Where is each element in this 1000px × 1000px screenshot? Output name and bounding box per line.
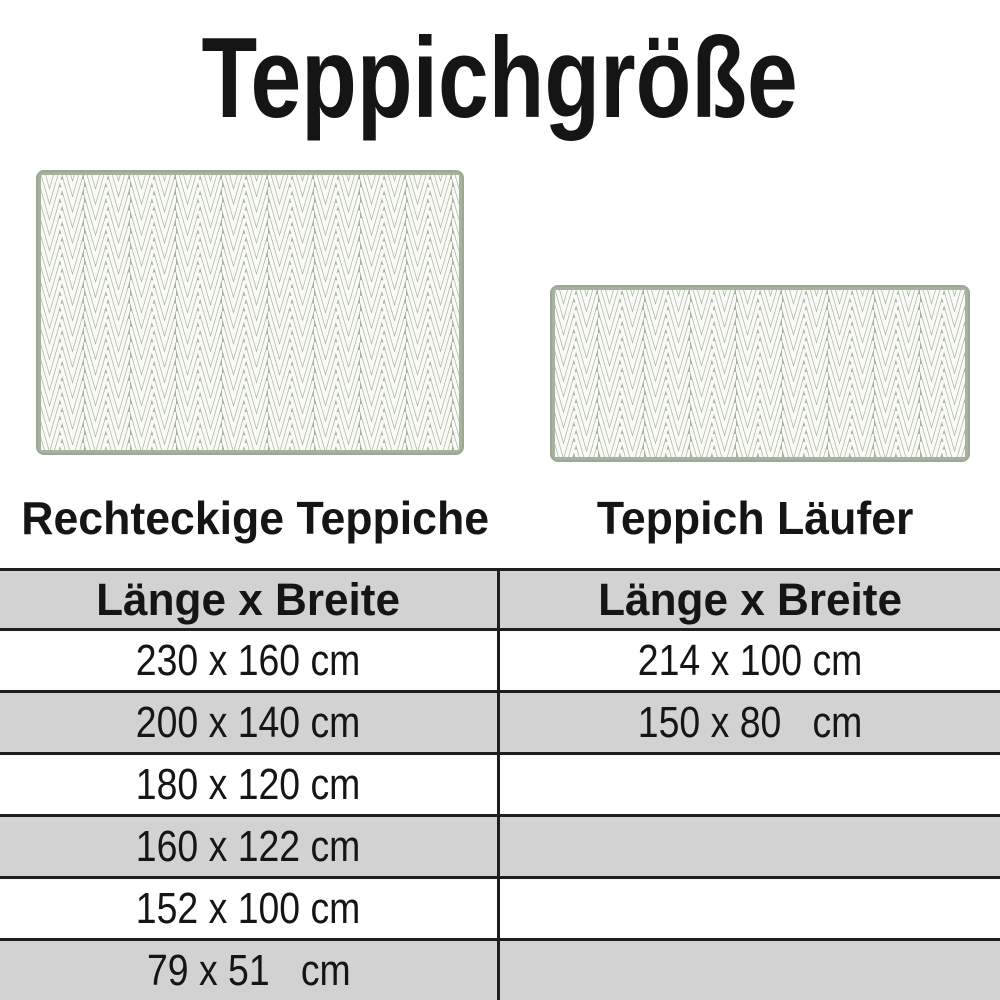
page-title xyxy=(0,0,1000,156)
size-cell xyxy=(500,693,1000,752)
header-cell-left xyxy=(0,571,500,628)
table-row xyxy=(0,752,1000,814)
table-row xyxy=(0,814,1000,876)
size-cell xyxy=(500,879,1000,938)
size-cell-text: 180 x 120 cm xyxy=(136,759,361,809)
size-cell-text: 152 x 100 cm xyxy=(136,883,361,933)
rug-label-rectangular xyxy=(0,488,510,548)
table-row xyxy=(0,628,1000,690)
size-cell-text: 214 x 100 cm xyxy=(637,635,863,685)
size-cell xyxy=(0,879,500,938)
header-cell-left-text: Länge x Breite xyxy=(96,573,401,625)
rug-label-runner-text: Teppich Läufer xyxy=(596,492,914,544)
size-cell-text: 230 x 160 cm xyxy=(136,635,361,685)
size-cell-text: 200 x 140 cm xyxy=(136,697,361,747)
header-cell-right xyxy=(500,571,1000,628)
rug-label-rectangular-text: Rechteckige Teppiche xyxy=(21,492,489,544)
header-cell-right-text: Länge x Breite xyxy=(598,573,902,625)
size-cell xyxy=(0,755,500,814)
size-cell-text: 160 x 122 cm xyxy=(136,821,361,871)
table-header-row xyxy=(0,568,1000,628)
page-title-text: Teppichgröße xyxy=(201,14,799,142)
size-cell xyxy=(0,693,500,752)
size-cell-text: 150 x 80 cm xyxy=(637,697,863,747)
rectangular-rug-image xyxy=(36,170,464,455)
table-row xyxy=(0,876,1000,938)
size-cell xyxy=(0,817,500,876)
size-cell xyxy=(0,631,500,690)
size-cell xyxy=(500,941,1000,1000)
size-cell-text: 79 x 51 cm xyxy=(146,945,351,995)
runner-rug-image xyxy=(550,285,970,462)
rug-label-runner xyxy=(510,488,1000,548)
table-row xyxy=(0,938,1000,1000)
size-table xyxy=(0,568,1000,1000)
table-row xyxy=(0,690,1000,752)
size-cell xyxy=(0,941,500,1000)
size-cell xyxy=(500,755,1000,814)
size-cell xyxy=(500,817,1000,876)
size-cell xyxy=(500,631,1000,690)
